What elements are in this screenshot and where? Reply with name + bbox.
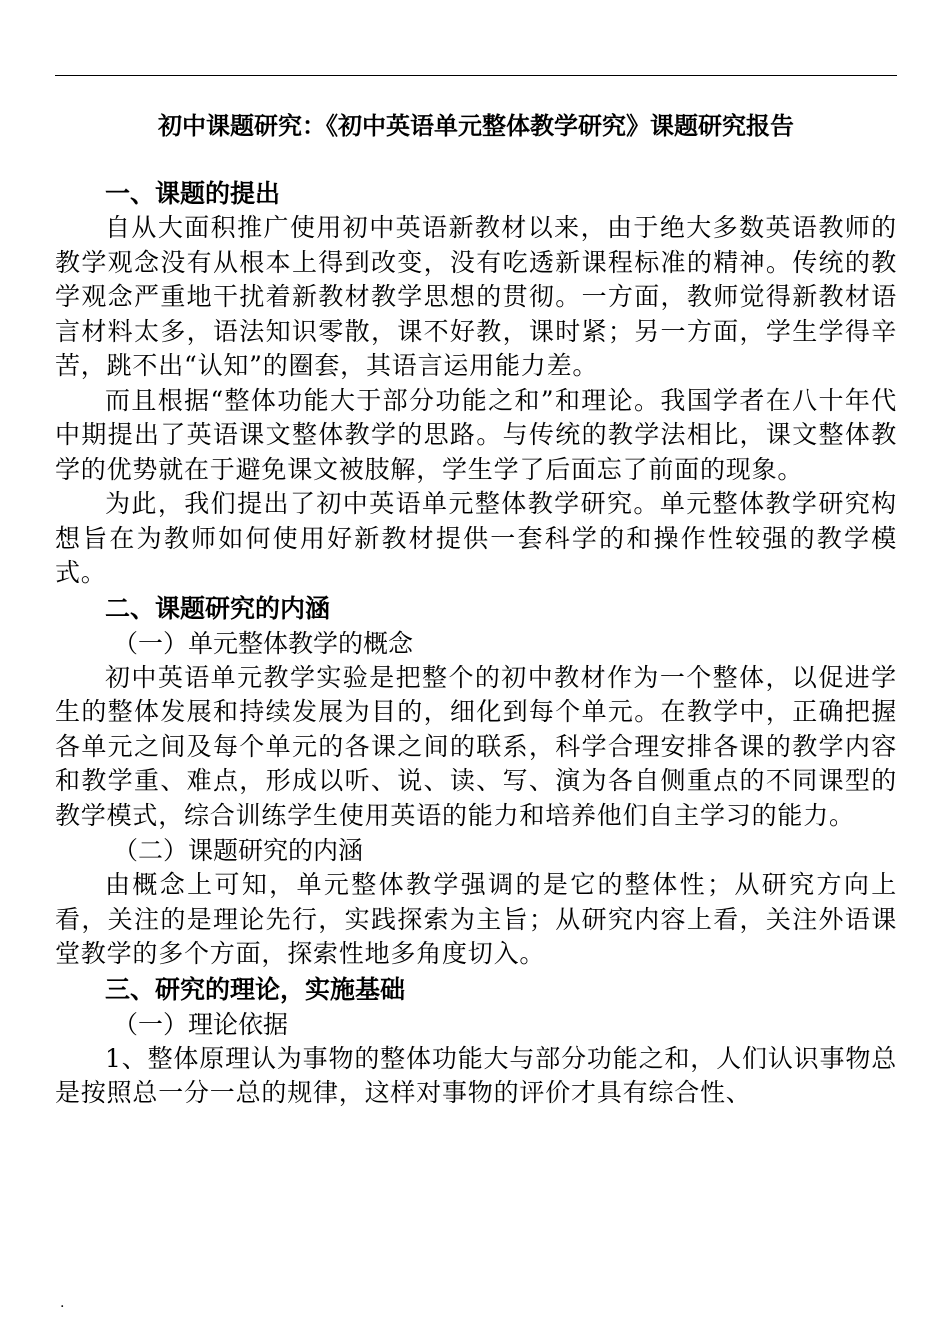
subsection-heading-3-1: （一）理论依据 bbox=[113, 1009, 289, 1039]
subsection-heading-2-2: （二）课题研究的内涵 bbox=[113, 836, 364, 865]
document-body bbox=[55, 106, 897, 1111]
subsection-heading-2-1: （一）单元整体教学的概念 bbox=[113, 628, 414, 658]
paragraph-4: 初中英语单元教学实验是把整个的初中教材作为一个整体，以促进学生的整体发展和持续发展为目的，细化到每个单元。在教学中，正确把握各单元之间及每个单元的各课之间的联系，科学合理安排各课的教学内容和教学重、难点，形成以听、说、读、写、演为各自侧重点的不同课型的教学模式，综合训练学生使用英语的能力和培养他们自主学习的能力。 bbox=[55, 662, 897, 830]
paragraph-5: 由概念上可知，单元整体教学强调的是它的整体性；从研究方向上看，关注的是理论先行，实践探索为主旨；从研究内容上看，关注外语课堂教学的多个方面，探索性地多角度切入。 bbox=[55, 870, 897, 968]
section-heading-2: 二、课题研究的内涵 bbox=[105, 593, 331, 623]
paragraph-1: 自从大面积推广使用初中英语新教材以来，由于绝大多数英语教师的教学观念没有从根本上得到改变，没有吃透新课程标准的精神。传统的教学观念严重地干扰着新教材教学思想的贯彻。一方面，教师觉得新教材语言材料太多，语法知识零散，课不好教，课时紧；另一方面，学生学得辛苦，跳不出“认知”的圈套，其语言运用能力差。 bbox=[55, 213, 897, 380]
document-title: 初中课题研究：《初中英语单元整体教学研究》课题研究报告 bbox=[158, 111, 794, 140]
paragraph-2: 而且根据“整体功能大于部分功能之和”和理论。我国学者在八十年代中期提出了英语课文整体教学的思路。与传统的教学法相比，课文整体教学的优势就在于避免课文被肢解，学生学了后面忘了前面的现象。 bbox=[55, 385, 897, 484]
section-heading-1: 一、课题的提出 bbox=[105, 179, 281, 208]
footer-mark: . bbox=[60, 1295, 65, 1311]
paragraph-3: 为此，我们提出了初中英语单元整体教学研究。单元整体教学研究构想旨在为教师如何使用好新教材提供一套科学的和操作性较强的教学模式。 bbox=[55, 489, 897, 587]
paragraph-6: 1、整体原理认为事物的整体功能大与部分功能之和，人们认识事物总是按照总一分一总的规律，这样对事物的评价才具有综合性、 bbox=[55, 1043, 897, 1107]
header-rule bbox=[55, 75, 897, 76]
section-heading-3: 三、研究的理论，实施基础 bbox=[105, 974, 406, 1004]
